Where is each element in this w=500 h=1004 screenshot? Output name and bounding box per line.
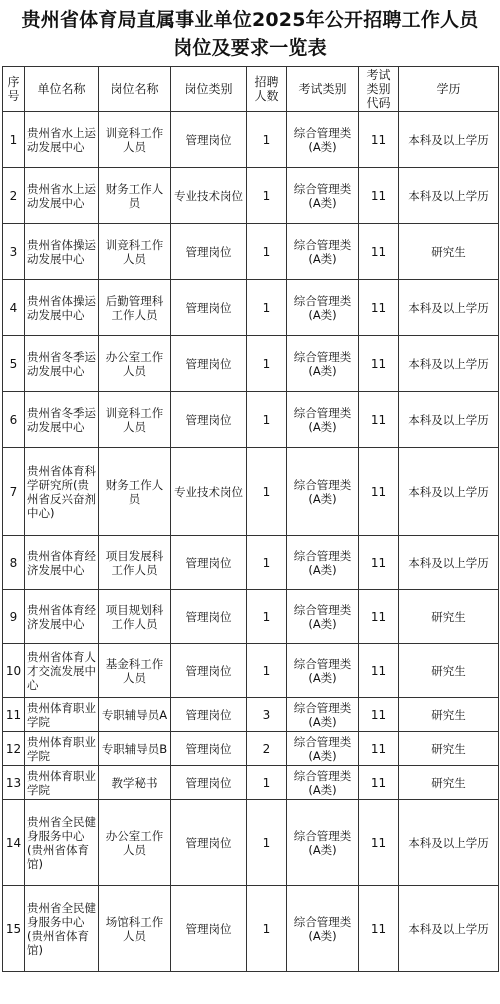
cell-code: 11 <box>359 800 399 886</box>
cell-category: 管理岗位 <box>171 886 247 972</box>
cell-index: 5 <box>3 336 25 392</box>
cell-category: 管理岗位 <box>171 698 247 732</box>
cell-exam: 综合管理类(A类) <box>287 766 359 800</box>
cell-unit: 贵州省体操运动发展中心 <box>25 280 99 336</box>
cell-position: 训竞科工作人员 <box>99 224 171 280</box>
cell-position: 办公室工作人员 <box>99 336 171 392</box>
header-code: 考试类别代码 <box>359 67 399 112</box>
cell-category: 管理岗位 <box>171 644 247 698</box>
cell-unit: 贵州省体育经济发展中心 <box>25 536 99 590</box>
cell-code: 11 <box>359 590 399 644</box>
cell-count: 1 <box>247 766 287 800</box>
cell-count: 1 <box>247 590 287 644</box>
cell-exam: 综合管理类(A类) <box>287 336 359 392</box>
table-row <box>3 112 499 168</box>
positions-table <box>2 66 499 972</box>
cell-index: 1 <box>3 112 25 168</box>
cell-index: 9 <box>3 590 25 644</box>
cell-exam: 综合管理类(A类) <box>287 698 359 732</box>
cell-code: 11 <box>359 336 399 392</box>
cell-category: 管理岗位 <box>171 536 247 590</box>
table-row <box>3 590 499 644</box>
cell-exam: 综合管理类(A类) <box>287 644 359 698</box>
cell-count: 1 <box>247 336 287 392</box>
cell-category: 管理岗位 <box>171 392 247 448</box>
title-line-2: 岗位及要求一览表 <box>173 37 327 59</box>
cell-position: 场馆科工作人员 <box>99 886 171 972</box>
cell-count: 1 <box>247 448 287 536</box>
cell-count: 1 <box>247 644 287 698</box>
cell-education: 本科及以上学历 <box>399 886 499 972</box>
cell-position: 项目发展科工作人员 <box>99 536 171 590</box>
cell-index: 12 <box>3 732 25 766</box>
cell-exam: 综合管理类(A类) <box>287 732 359 766</box>
cell-unit: 贵州省冬季运动发展中心 <box>25 392 99 448</box>
cell-education: 本科及以上学历 <box>399 448 499 536</box>
cell-education: 本科及以上学历 <box>399 392 499 448</box>
cell-exam: 综合管理类(A类) <box>287 536 359 590</box>
cell-count: 1 <box>247 168 287 224</box>
cell-index: 10 <box>3 644 25 698</box>
cell-category: 管理岗位 <box>171 590 247 644</box>
cell-exam: 综合管理类(A类) <box>287 448 359 536</box>
cell-exam: 综合管理类(A类) <box>287 590 359 644</box>
cell-position: 训竞科工作人员 <box>99 392 171 448</box>
cell-code: 11 <box>359 224 399 280</box>
cell-category: 管理岗位 <box>171 732 247 766</box>
cell-count: 1 <box>247 224 287 280</box>
table-row <box>3 448 499 536</box>
cell-position: 项目规划科工作人员 <box>99 590 171 644</box>
cell-unit: 贵州省体育人才交流发展中心 <box>25 644 99 698</box>
cell-code: 11 <box>359 112 399 168</box>
cell-education: 本科及以上学历 <box>399 800 499 886</box>
cell-unit: 贵州省冬季运动发展中心 <box>25 336 99 392</box>
cell-position: 办公室工作人员 <box>99 800 171 886</box>
cell-code: 11 <box>359 280 399 336</box>
table-row <box>3 536 499 590</box>
cell-index: 6 <box>3 392 25 448</box>
cell-index: 2 <box>3 168 25 224</box>
cell-education: 研究生 <box>399 644 499 698</box>
cell-index: 13 <box>3 766 25 800</box>
table-row <box>3 280 499 336</box>
cell-category: 专业技术岗位 <box>171 168 247 224</box>
cell-education: 研究生 <box>399 224 499 280</box>
table-row <box>3 644 499 698</box>
cell-education: 本科及以上学历 <box>399 280 499 336</box>
cell-education: 研究生 <box>399 766 499 800</box>
cell-index: 7 <box>3 448 25 536</box>
cell-exam: 综合管理类(A类) <box>287 800 359 886</box>
cell-code: 11 <box>359 536 399 590</box>
page-title <box>0 0 500 62</box>
cell-exam: 综合管理类(A类) <box>287 112 359 168</box>
cell-code: 11 <box>359 698 399 732</box>
table-row <box>3 336 499 392</box>
cell-position: 专职辅导员A <box>99 698 171 732</box>
cell-exam: 综合管理类(A类) <box>287 280 359 336</box>
cell-count: 3 <box>247 698 287 732</box>
cell-unit: 贵州省水上运动发展中心 <box>25 168 99 224</box>
cell-count: 1 <box>247 800 287 886</box>
cell-unit: 贵州省体育科学研究所(贵州省反兴奋剂中心) <box>25 448 99 536</box>
cell-unit: 贵州省全民健身服务中心(贵州省体育馆) <box>25 886 99 972</box>
cell-exam: 综合管理类(A类) <box>287 168 359 224</box>
cell-count: 1 <box>247 112 287 168</box>
cell-unit: 贵州省全民健身服务中心(贵州省体育馆) <box>25 800 99 886</box>
cell-position: 教学秘书 <box>99 766 171 800</box>
table-row <box>3 698 499 732</box>
table-row <box>3 224 499 280</box>
cell-position: 基金科工作人员 <box>99 644 171 698</box>
cell-education: 本科及以上学历 <box>399 112 499 168</box>
cell-category: 管理岗位 <box>171 766 247 800</box>
cell-index: 14 <box>3 800 25 886</box>
cell-category: 专业技术岗位 <box>171 448 247 536</box>
cell-category: 管理岗位 <box>171 112 247 168</box>
cell-education: 研究生 <box>399 590 499 644</box>
cell-count: 2 <box>247 732 287 766</box>
cell-education: 研究生 <box>399 698 499 732</box>
header-exam: 考试类别 <box>287 67 359 112</box>
header-unit: 单位名称 <box>25 67 99 112</box>
cell-count: 1 <box>247 886 287 972</box>
cell-code: 11 <box>359 448 399 536</box>
cell-count: 1 <box>247 280 287 336</box>
table-row <box>3 168 499 224</box>
cell-position: 训竞科工作人员 <box>99 112 171 168</box>
cell-code: 11 <box>359 392 399 448</box>
cell-code: 11 <box>359 732 399 766</box>
table-row <box>3 886 499 972</box>
cell-position: 财务工作人员 <box>99 448 171 536</box>
cell-exam: 综合管理类(A类) <box>287 886 359 972</box>
header-position: 岗位名称 <box>99 67 171 112</box>
cell-unit: 贵州体育职业学院 <box>25 732 99 766</box>
table-header-row <box>3 67 499 112</box>
header-index: 序号 <box>3 67 25 112</box>
cell-education: 本科及以上学历 <box>399 336 499 392</box>
cell-index: 3 <box>3 224 25 280</box>
cell-position: 财务工作人员 <box>99 168 171 224</box>
header-count: 招聘人数 <box>247 67 287 112</box>
cell-category: 管理岗位 <box>171 336 247 392</box>
cell-unit: 贵州省水上运动发展中心 <box>25 112 99 168</box>
cell-index: 15 <box>3 886 25 972</box>
cell-category: 管理岗位 <box>171 800 247 886</box>
header-category: 岗位类别 <box>171 67 247 112</box>
cell-exam: 综合管理类(A类) <box>287 392 359 448</box>
cell-category: 管理岗位 <box>171 224 247 280</box>
cell-education: 研究生 <box>399 732 499 766</box>
cell-position: 专职辅导员B <box>99 732 171 766</box>
cell-code: 11 <box>359 886 399 972</box>
cell-position: 后勤管理科工作人员 <box>99 280 171 336</box>
cell-education: 本科及以上学历 <box>399 536 499 590</box>
table-row <box>3 392 499 448</box>
cell-unit: 贵州省体操运动发展中心 <box>25 224 99 280</box>
cell-exam: 综合管理类(A类) <box>287 224 359 280</box>
table-row <box>3 800 499 886</box>
cell-index: 11 <box>3 698 25 732</box>
cell-unit: 贵州省体育经济发展中心 <box>25 590 99 644</box>
cell-code: 11 <box>359 766 399 800</box>
cell-count: 1 <box>247 536 287 590</box>
header-education: 学历 <box>399 67 499 112</box>
cell-index: 8 <box>3 536 25 590</box>
cell-category: 管理岗位 <box>171 280 247 336</box>
table-row <box>3 766 499 800</box>
title-line-1: 贵州省体育局直属事业单位2025年公开招聘工作人员 <box>21 9 479 31</box>
cell-education: 本科及以上学历 <box>399 168 499 224</box>
cell-code: 11 <box>359 644 399 698</box>
cell-unit: 贵州体育职业学院 <box>25 766 99 800</box>
cell-code: 11 <box>359 168 399 224</box>
cell-index: 4 <box>3 280 25 336</box>
cell-unit: 贵州体育职业学院 <box>25 698 99 732</box>
cell-count: 1 <box>247 392 287 448</box>
table-row <box>3 732 499 766</box>
